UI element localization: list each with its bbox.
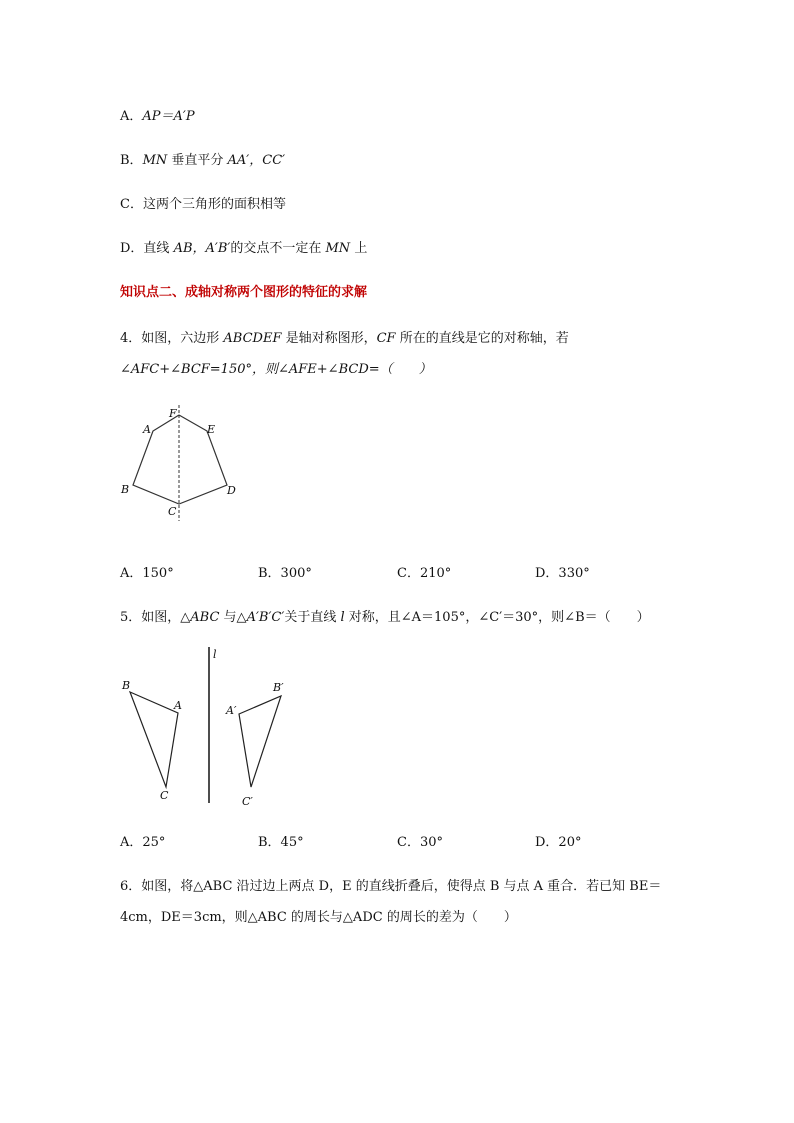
option-prefix: A．	[120, 109, 143, 124]
label-A-prime: A′	[226, 704, 237, 717]
stem-text: 是轴对称图形，	[281, 331, 377, 346]
option-text: 垂直平分	[167, 153, 228, 168]
q4-option-c: C．210°	[397, 566, 452, 581]
stem-text: 关于直线	[284, 610, 341, 625]
math-expression: ABCDEF	[223, 331, 282, 346]
option-prefix: D．直线	[120, 241, 174, 256]
stem-text: 对称，且∠A＝105°，∠C′＝30°，则∠B＝（ ）	[344, 610, 650, 625]
math-expression: l	[340, 610, 345, 625]
q5-option-d: D．20°	[535, 835, 582, 850]
label-E: E	[207, 423, 216, 436]
q4-stem-line2: ∠AFC+∠BCF=150°，则∠AFE+∠BCD=（ ）	[120, 362, 432, 377]
label-A: A	[174, 699, 182, 712]
q4-option-b: B．300°	[258, 566, 312, 581]
math-expression: MN	[142, 153, 168, 168]
option-text: 的交点不一定在	[230, 241, 326, 256]
q5-option-b: B．45°	[258, 835, 304, 850]
q6-stem-line1: 6．如图，将△ABC 沿过边上两点 D，E 的直线折叠后，使得点 B 与点 A 重合．若已知 BE＝	[120, 879, 662, 894]
label-C: C	[168, 505, 177, 518]
q3-option-c	[120, 193, 286, 212]
label-D: D	[227, 484, 236, 497]
math-expression: CF	[376, 331, 396, 346]
stem-text: 4．如图，六边形	[120, 331, 224, 346]
math-expression: AB，A′B′	[173, 241, 231, 256]
stem-text: 与△	[219, 610, 247, 625]
section-title: 知识点二、成轴对称两个图形的特征的求解	[120, 285, 368, 300]
triangle-A2B2C2	[239, 696, 281, 787]
q3-option-d	[120, 237, 367, 256]
triangle-ABC	[130, 692, 178, 787]
option-text: C．这两个三角形的面积相等	[120, 197, 286, 212]
math-expression: AP＝A′P	[142, 109, 195, 124]
q4-stem-line1	[120, 327, 569, 346]
q4-hexagon-figure	[115, 403, 245, 523]
stem-text: 所在的直线是它的对称轴，若	[395, 331, 569, 346]
q4-option-d: D．330°	[535, 566, 590, 581]
label-C: C	[160, 789, 169, 802]
q5-option-c: C．30°	[397, 835, 443, 850]
math-expression: AA′，CC′	[227, 153, 286, 168]
option-text: 上	[350, 241, 368, 256]
label-C-prime: C′	[242, 795, 253, 808]
q3-option-a	[120, 105, 195, 124]
q3-option-b	[120, 149, 285, 168]
math-expression: A′B′C′	[246, 610, 285, 625]
label-A: A	[143, 423, 151, 436]
math-expression: ABC	[190, 610, 220, 625]
q6-stem-line2: 4cm，DE＝3cm，则△ABC 的周长与△ADC 的周长的差为（ ）	[120, 910, 517, 925]
label-B: B	[122, 679, 131, 692]
math-expression: MN	[325, 241, 351, 256]
q5-triangles-figure	[118, 645, 290, 810]
label-B-prime: B′	[273, 681, 284, 694]
q5-option-a: A．25°	[120, 835, 166, 850]
label-l: l	[213, 648, 217, 661]
q5-stem	[120, 606, 650, 625]
stem-text: 5．如图，△	[120, 610, 191, 625]
label-B: B	[121, 483, 130, 496]
option-prefix: B．	[120, 153, 143, 168]
q4-option-a: A．150°	[120, 566, 174, 581]
label-F: F	[169, 407, 177, 420]
